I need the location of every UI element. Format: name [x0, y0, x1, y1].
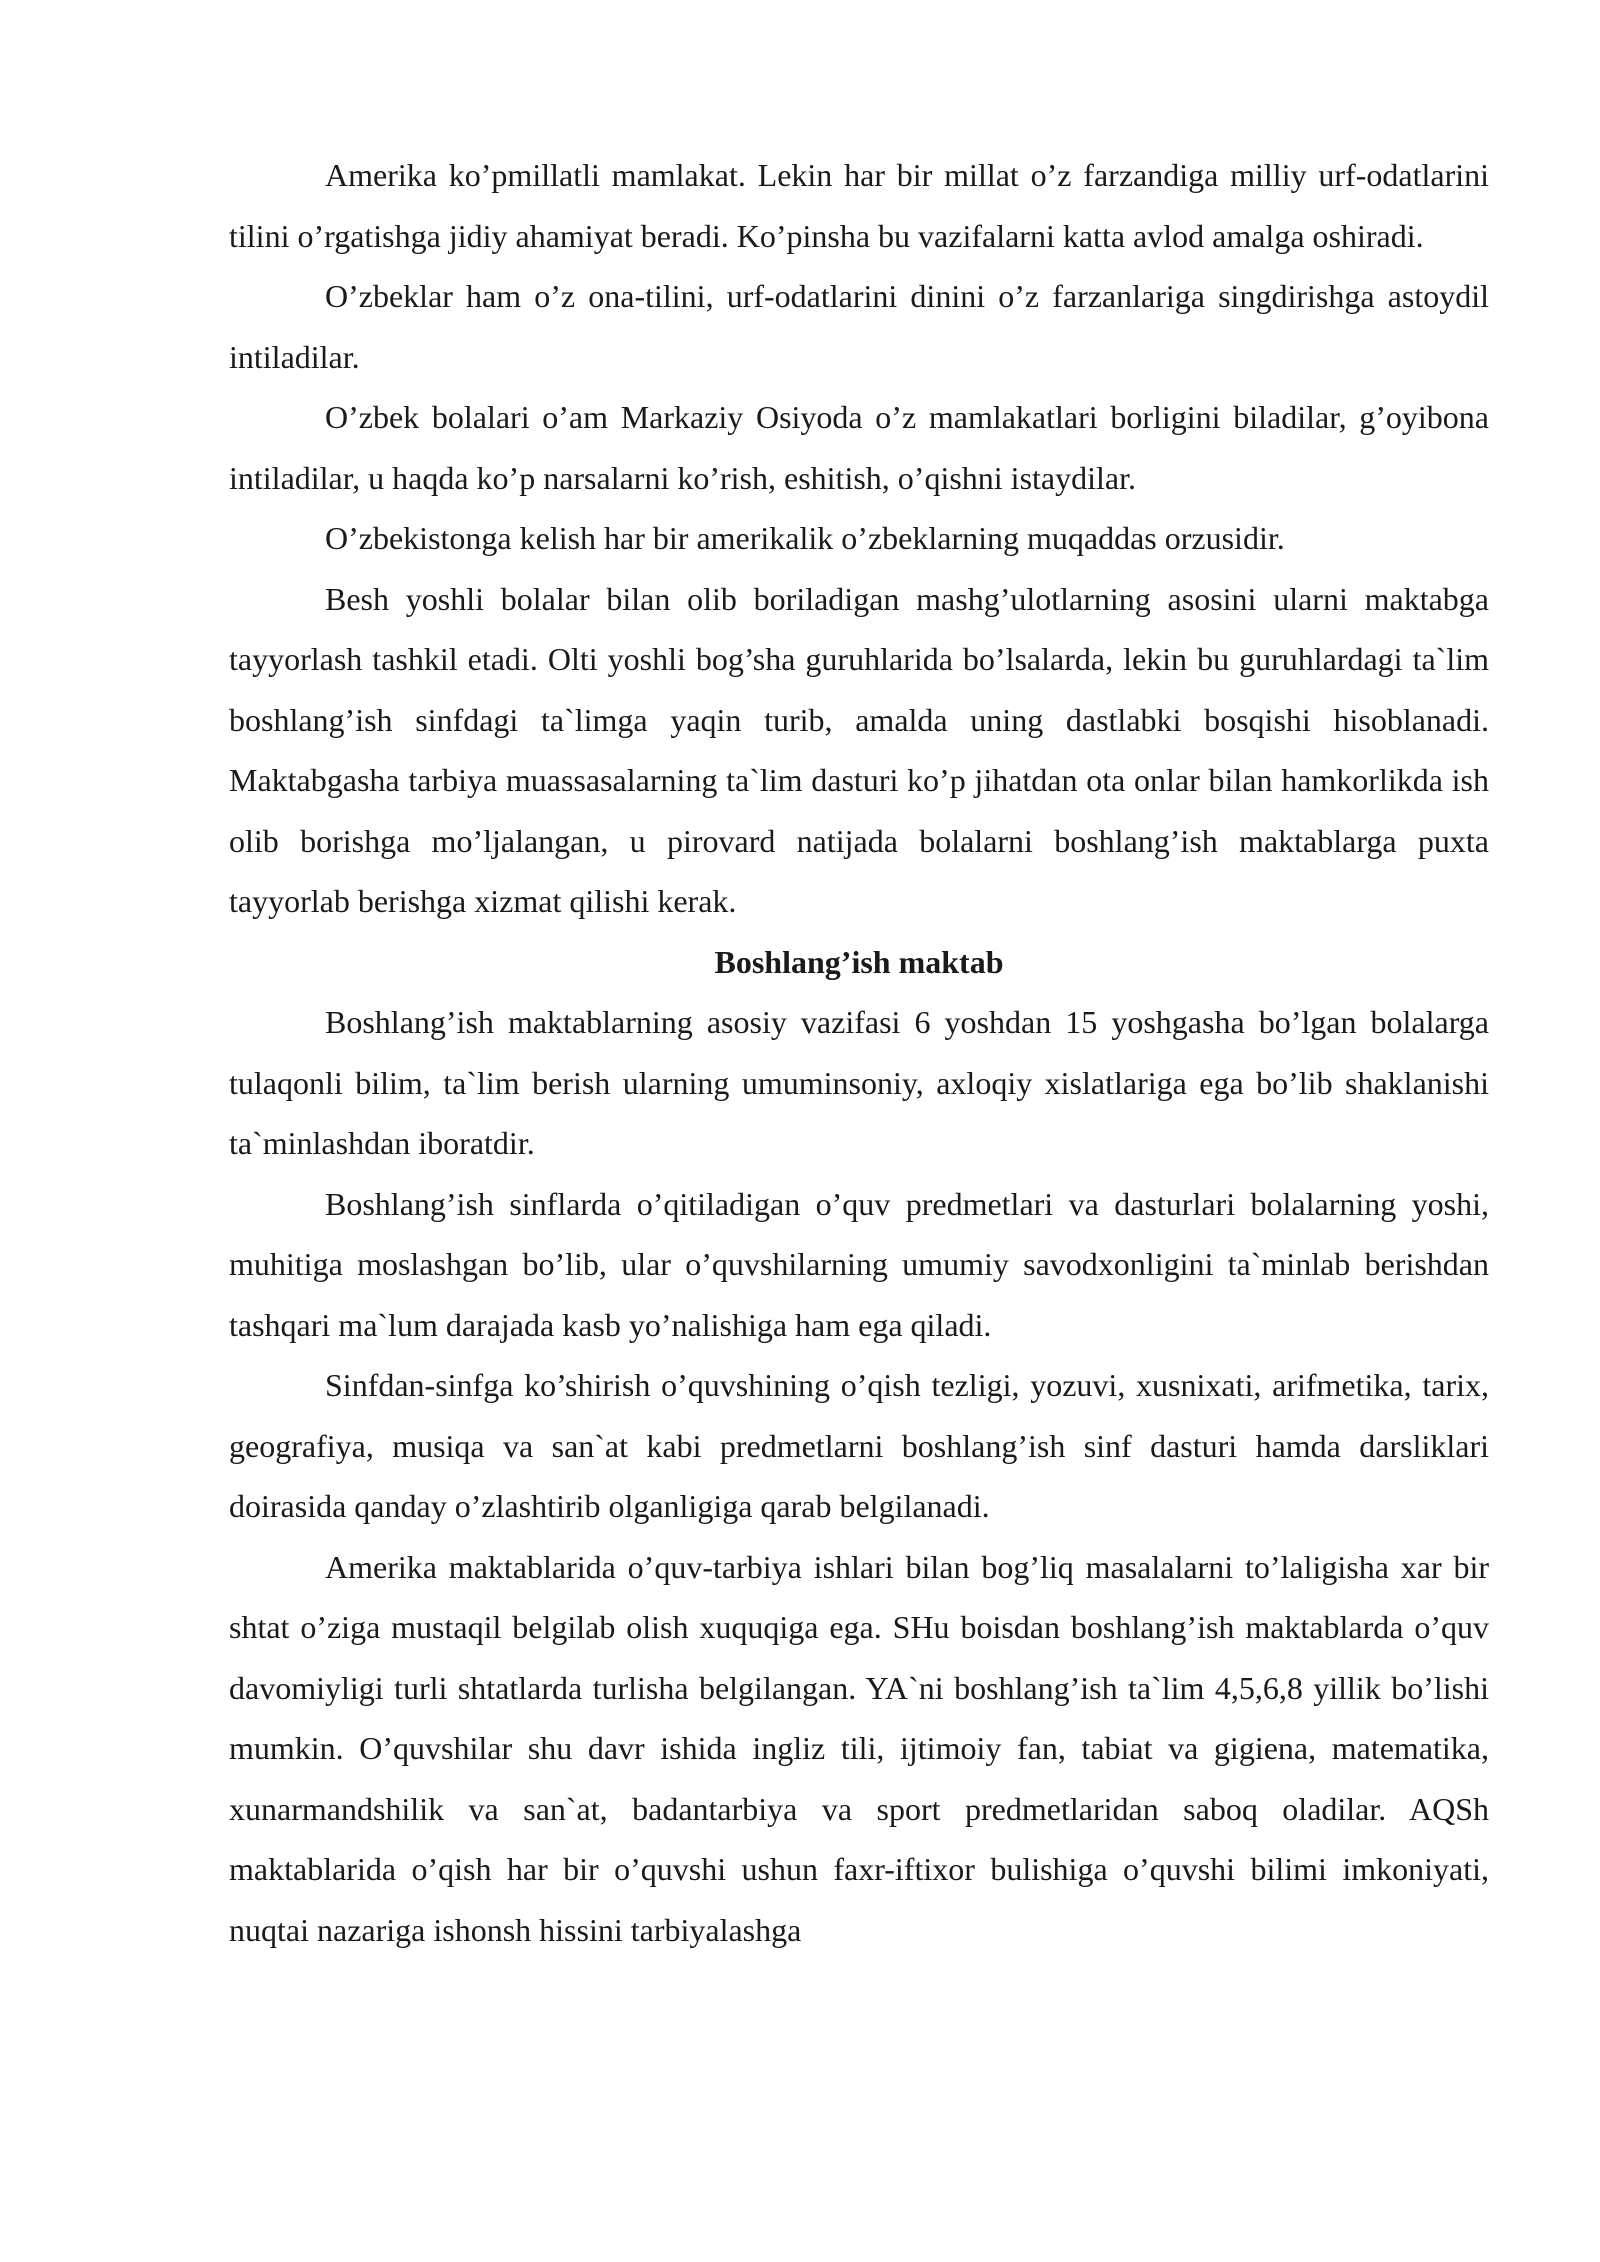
paragraph-primary-subjects: Boshlang’ish sinflarda o’qitiladigan o’quv predmetlari va dasturlari bolalarning yoshi, muhitiga moslashgan bo’lib, ular o’quvshilarning umumiy savodxonligini ta`minlab berishdan tashqari ma`lum darajada kasb yo’nalishiga ham ega qiladi.: [229, 1185, 1489, 1343]
paragraph-america-multinational: Amerika ko’pmillatli mamlakat. Lekin har bir millat o’z farzandiga milliy urf-odatlarini tilini o’rgatishga jidiy ahamiyat beradi. Ko’pinsha bu vazifalarni katta avlod amalga oshiradi.: [229, 157, 1489, 254]
paragraph-five-year-olds: Besh yoshli bolalar bilan olib boriladigan mashg’ulotlarning asosini ularni maktabga tayyorlash tashkil etadi. Olti yoshli bog’sha guruhlarida bo’lsalarda, lekin bu guruhlardagi ta`lim boshlang’ish sinfdagi ta`limga yaqin turib, amalda uning dastlabki bosqishi hisoblanadi. Maktabgasha tarbiya muassasalarning ta`lim dasturi ko’p jihatdan ota onlar bilan hamkorlikda ish olib borishga mo’ljalangan, u pirovard natijada bolalarni boshlang’ish maktablarga puxta tayyorlab berishga xizmat qilishi kerak.: [229, 580, 1489, 919]
paragraph-grade-promotion: Sinfdan-sinfga ko’shirish o’quvshining o’qish tezligi, yozuvi, xusnixati, arifmetika, tarix, geografiya, musiqa va san`at kabi predmetlarni boshlang’ish sinf dasturi hamda darsliklari doirasida qanday o’zlashtirib olganligiga qarab belgilanadi.: [229, 1367, 1489, 1524]
paragraph-uzbeks-native-language: O’zbeklar ham o’z ona-tilini, urf-odatlarini dinini o’z farzanlariga singdirishga astoydil intiladilar.: [229, 278, 1489, 375]
paragraph-dream-uzbekistan: O’zbekistonga kelish har bir amerikalik o’zbeklarning muqaddas orzusidir.: [325, 520, 1285, 556]
paragraph-uzbek-children: O’zbek bolalari o’am Markaziy Osiyoda o’z mamlakatlari borligini biladilar, g’oyibona intiladilar, u haqda ko’p narsalarni ko’rish, eshitish, o’qishni istaydilar.: [229, 399, 1489, 496]
paragraph-primary-school-task: Boshlang’ish maktablarning asosiy vazifasi 6 yoshdan 15 yoshgasha bo’lgan bolalarga tulaqonli bilim, ta`lim berish ularning umuminsoniy, axloqiy xislatlariga ega bo’lib shaklanishi ta`minlashdan iboratdir.: [229, 1004, 1489, 1161]
document-body: [229, 145, 1489, 1960]
section-heading: Boshlang’ish maktab: [714, 943, 1004, 980]
paragraph-american-schools: Amerika maktablarida o’quv-tarbiya ishlari bilan bog’liq masalalarni to’laligisha xar bir shtat o’ziga mustaqil belgilab olish xuquqiga ega. SHu boisdan boshlang’ish maktablarda o’quv davomiyligi turli shtatlarda turlisha belgilangan. YA`ni boshlang’ish ta`lim 4,5,6,8 yillik bo’lishi mumkin. O’quvshilar shu davr ishida ingliz tili, ijtimoiy fan, tabiat va gigiena, matematika, xunarmandshilik va san`at, badantarbiya va sport predmetlaridan saboq oladilar. AQSh maktablarida o’qish har bir o’quvshi ushun faxr-iftixor bulishiga o’quvshi bilimi imkoniyati, nuqtai nazariga ishonsh hissini tarbiyalashga: [229, 1548, 1489, 1948]
